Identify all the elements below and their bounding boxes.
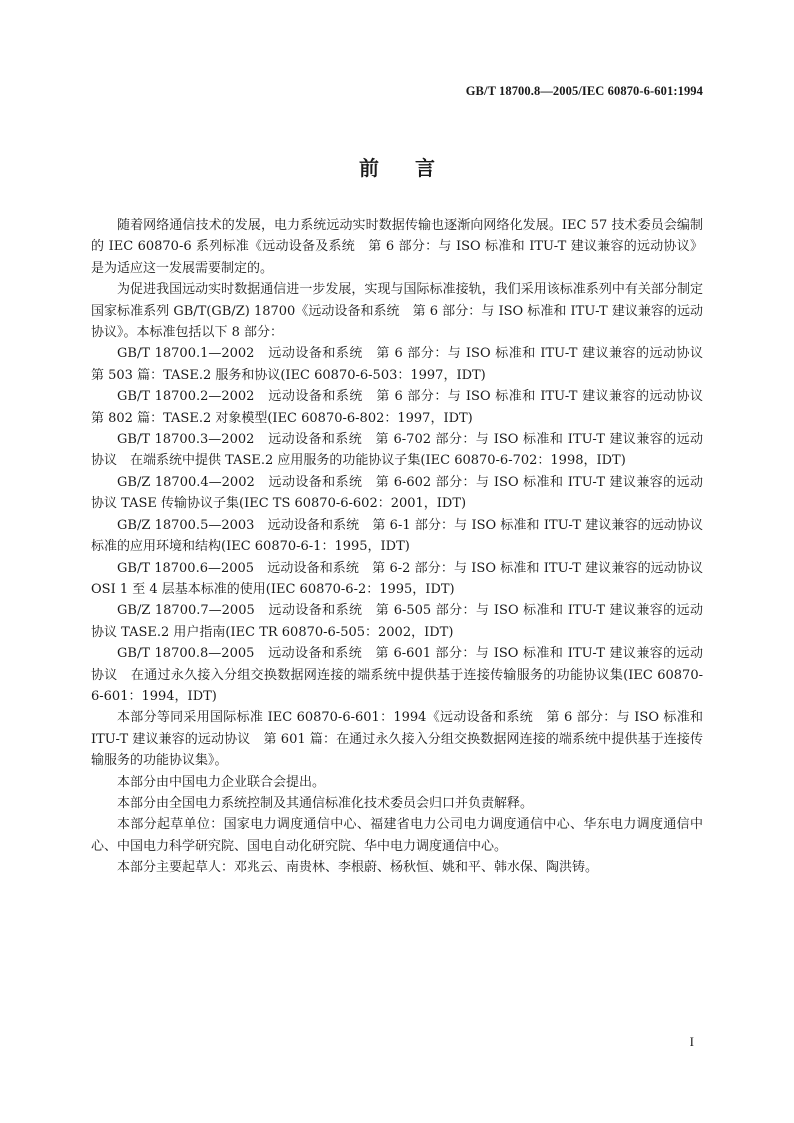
paragraph-drafters: 本部分主要起草人：邓兆云、南贵林、李根蔚、杨秋恒、姚和平、韩水保、陶洪铸。: [117, 860, 599, 876]
standard-part-1: GB/T 18700.1—2002 远动设备和系统 第 6 部分：与 ISO 标准和 ITU-T 建议兼容的远动协议 第 503 篇：TASE.2 服务和协议(IEC 60870-6-503：1997，IDT): [91, 346, 717, 383]
standard-part-6: GB/T 18700.6—2005 远动设备和系统 第 6-2 部分：与 ISO 标准和 ITU-T 建议兼容的远动协议 OSI 1 至 4 层基本标准的使用(IEC 60870-6-2：1995，IDT): [91, 560, 717, 597]
paragraph-drafting-units: 本部分起草单位：国家电力调度通信中心、福建省电力公司电力调度通信中心、华东电力调度通信中心、中国电力科学研究院、国电自动化研究院、华中电力调度通信中心。: [91, 817, 703, 854]
standard-part-7: GB/Z 18700.7—2005 远动设备和系统 第 6-505 部分：与 ISO 标准和 ITU-T 建议兼容的远动协议 TASE.2 用户指南(IEC TR 60870-6-505：2002，IDT): [91, 603, 703, 640]
standard-part-4: GB/Z 18700.4—2002 远动设备和系统 第 6-602 部分：与 ISO 标准和 ITU-T 建议兼容的远动协议 TASE 传输协议子集(IEC TS 60870-6-602：2001，IDT): [91, 474, 703, 512]
paragraph-adoption: 本部分等同采用国际标准 IEC 60870-6-601：1994《远动设备和系统 第 6 部分：与 ISO 标准和 ITU-T 建议兼容的远动协议 第 601 篇：在通过永久接入分组交换数据网连接的端系统中提供基于连接传输服务的功能协议集》。: [91, 710, 703, 769]
standard-part-3: GB/T 18700.3—2002 远动设备和系统 第 6-702 部分：与 ISO 标准和 ITU-T 建议兼容的远动协议 在端系统中提供 TASE.2 应用服务的功能协议子集(IEC 60870-6-702：1998，IDT): [91, 432, 703, 469]
page-title: 前言: [359, 156, 471, 180]
standard-code-header: GB/T 18700.8—2005/IEC 60870-6-601:1994: [465, 84, 703, 98]
paragraph-proposer: 本部分由中国电力企业联合会提出。: [117, 774, 326, 790]
paragraph-intro: 随着网络通信技术的发展，电力系统远动实时数据传输也逐渐向网络化发展。IEC 57 技术委员会编制的 IEC 60870-6 系列标准《远动设备及系统 第 6 部分：与 ISO 标准和 ITU-T 建议兼容的远动协议》是为适应这一发展需要制定的。: [91, 218, 703, 276]
page-number: I: [689, 1034, 694, 1049]
foreword-body: [91, 215, 717, 879]
standard-part-5: GB/Z 18700.5—2003 远动设备和系统 第 6-1 部分：与 ISO 标准和 ITU-T 建议兼容的远动协议标准的应用环境和结构(IEC 60870-6-1：1995，IDT): [91, 517, 703, 555]
paragraph-committee: 本部分由全国电力系统控制及其通信标准化技术委员会归口并负责解释。: [117, 795, 534, 811]
paragraph-purpose: 为促进我国远动实时数据通信进一步发展，实现与国际标准接轨，我们采用该标准系列中有关部分制定国家标准系列 GB/T(GB/Z) 18700《远动设备和系统 第 6 部分：与 ISO 标准和 ITU-T 建议兼容的远动协议》。本标准包括以下 8 部分：: [91, 282, 703, 341]
standard-part-8: GB/T 18700.8—2005 远动设备和系统 第 6-601 部分：与 ISO 标准和 ITU-T 建议兼容的远动协议 在通过永久接入分组交换数据网连接的端系统中提供基于连接传输服务的功能协议集(IEC 60870-6-601：1994，IDT): [91, 646, 703, 704]
standard-part-2: GB/T 18700.2—2002 远动设备和系统 第 6 部分：与 ISO 标准和 ITU-T 建议兼容的远动协议 第 802 篇：TASE.2 对象模型(IEC 60870-6-802：1997，IDT): [91, 389, 717, 426]
